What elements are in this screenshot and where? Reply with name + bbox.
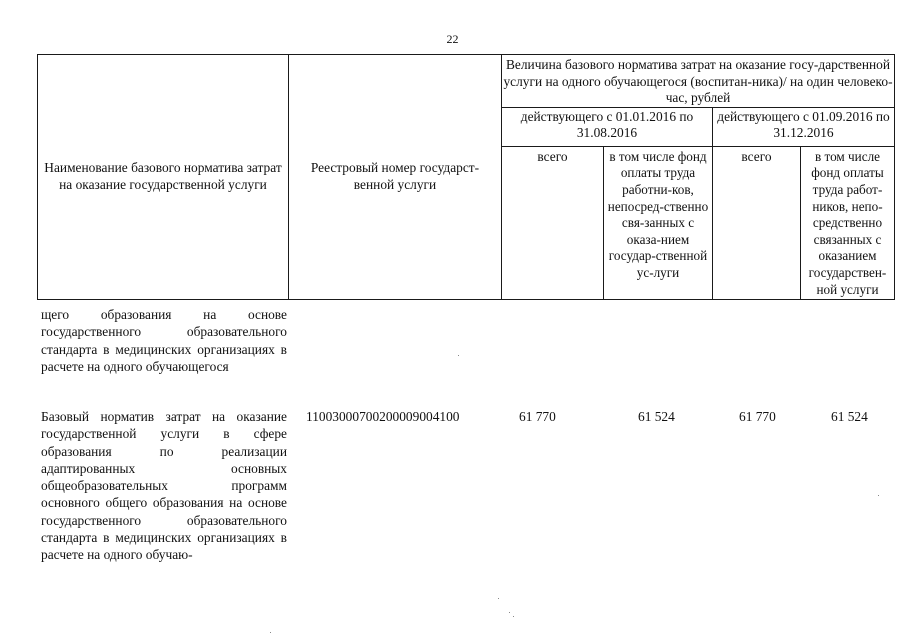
value-total-2: 61 770 xyxy=(739,409,776,424)
header-cell-total-2: всего xyxy=(713,146,801,299)
table-row-continuation-name: щего образования на основе государственного образовательного стандарта в медицинских организациях в расчете на одного обучающегося xyxy=(41,307,287,374)
value-incl-1: 61 524 xyxy=(638,409,675,424)
scan-speck xyxy=(458,355,459,356)
scan-speck xyxy=(270,632,271,633)
header-cell-registry: Реестровый номер государст-венной услуги xyxy=(289,55,502,300)
scan-speck xyxy=(513,616,514,617)
value-incl-2: 61 524 xyxy=(831,409,868,424)
page-number: 22 xyxy=(446,32,459,46)
header-cell-total-1: всего xyxy=(502,146,604,299)
value-total-1: 61 770 xyxy=(519,409,556,424)
header-cell-period-1: действующего с 01.01.2016 по 31.08.2016 xyxy=(502,107,713,146)
registry-number: 11003000700200009004100 xyxy=(306,409,460,424)
table-row-name: Базовый норматив затрат на оказание государственной услуги в сфере образования по реализации адаптированных основных общеобразовательных программ основного общего образования на основе государственного образовательного стандарта в медицинских организациях в расчете на одного обучаю- xyxy=(41,409,287,563)
table-header xyxy=(37,54,895,300)
scan-speck xyxy=(509,612,510,613)
header-cell-incl-1: в том числе фонд оплаты труда работни-ков, непосред-ственно свя-занных с оказа-нием государ-ственной ус-луги xyxy=(604,146,713,299)
scan-speck xyxy=(878,495,879,496)
header-cell-period-2: действующего с 01.09.2016 по 31.12.2016 xyxy=(713,107,895,146)
header-cell-value-total: Величина базового норматива затрат на оказание госу-дарственной услуги на одного обучающегося (воспитан-ника)/ на один человеко-час, рублей xyxy=(502,55,895,108)
scan-speck xyxy=(498,598,499,599)
header-cell-name: Наименование базового норматива затрат на оказание государственной услуги xyxy=(38,55,289,300)
header-cell-incl-2: в том числе фонд оплаты труда работ-ников, непо-средственно связанных с оказанием государствен-ной услуги xyxy=(801,146,895,299)
